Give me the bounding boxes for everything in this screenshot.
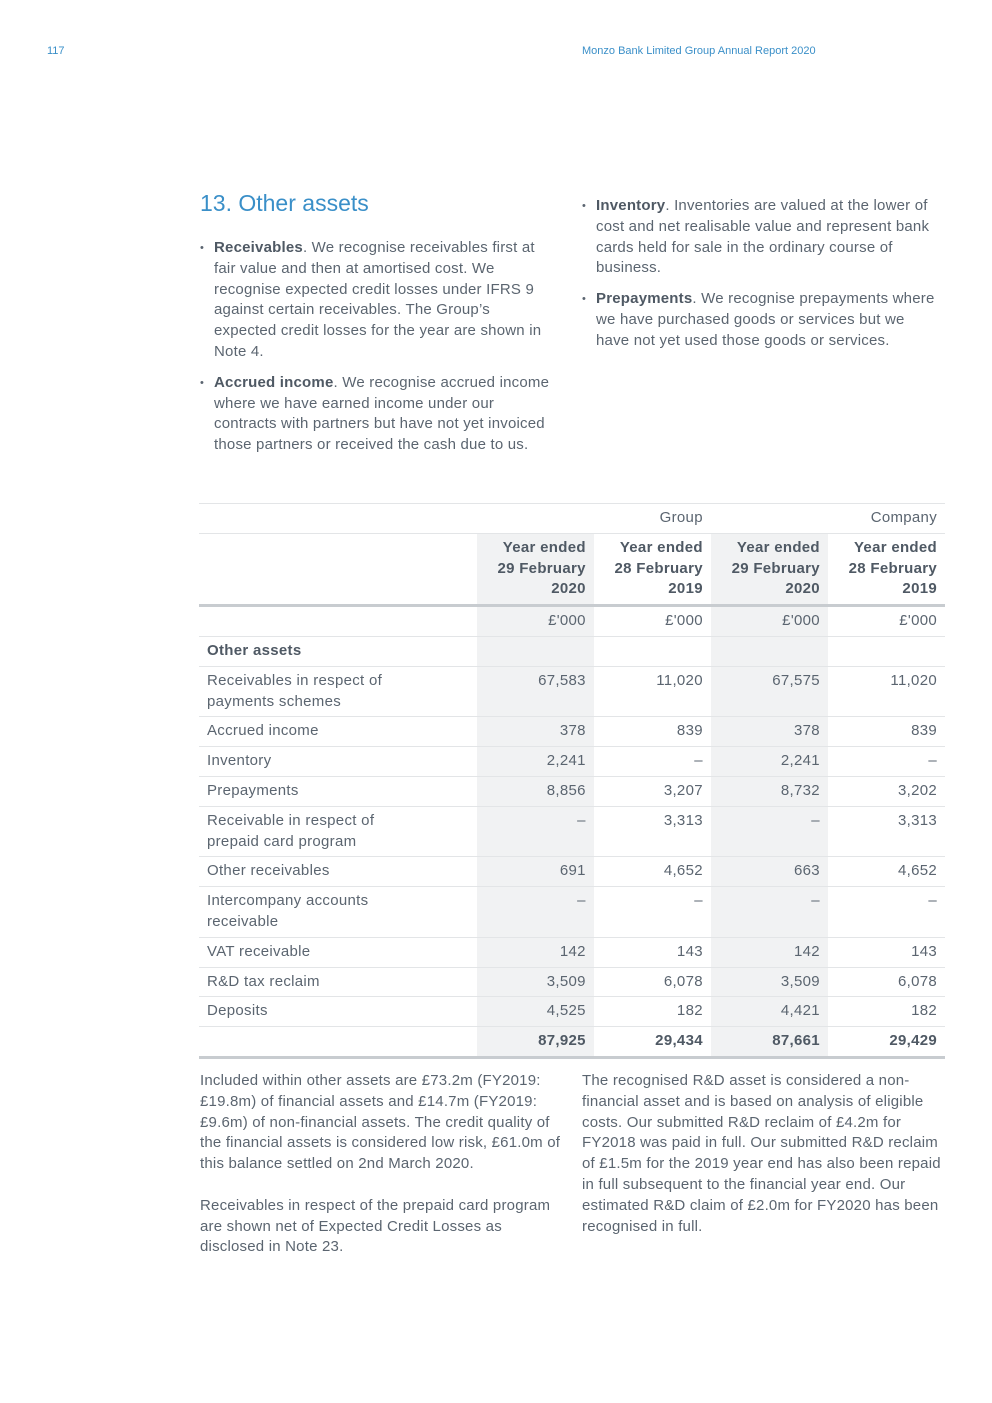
notes-left bbox=[200, 1071, 570, 1279]
empty-cell bbox=[477, 636, 594, 666]
note-paragraph: Included within other assets are £73.2m (FY2019: £19.8m) of financial assets and £14.7m (FY2019: £9.6m) of non-financial assets. The credit quality of the financial assets is considered low risk, £61.0m of this balance settled on 2nd March 2020. bbox=[200, 1072, 561, 1173]
value-cell: 143 bbox=[828, 937, 945, 967]
bullets-left bbox=[200, 238, 550, 466]
units-row bbox=[199, 606, 945, 637]
table-row bbox=[199, 806, 945, 857]
value-cell: 182 bbox=[828, 997, 945, 1027]
value-cell: 378 bbox=[477, 717, 594, 747]
total-cell: 29,429 bbox=[828, 1027, 945, 1058]
value-cell: 3,509 bbox=[477, 967, 594, 997]
column-header-line: 29 February bbox=[731, 559, 820, 577]
report-title: Monzo Bank Limited Group Annual Report 2020 bbox=[582, 45, 816, 57]
section-title: 13. Other assets bbox=[200, 190, 369, 216]
value-cell: 8,732 bbox=[711, 776, 828, 806]
value-cell: – bbox=[594, 747, 711, 777]
table-row bbox=[199, 997, 945, 1027]
table-row bbox=[199, 967, 945, 997]
column-header-line: 2019 bbox=[668, 580, 703, 598]
value-cell: 3,202 bbox=[828, 776, 945, 806]
value-cell: – bbox=[477, 887, 594, 938]
table-row bbox=[199, 887, 945, 938]
column-header bbox=[711, 533, 828, 605]
bullet-inventory bbox=[582, 196, 937, 279]
total-cell: 87,925 bbox=[477, 1027, 594, 1058]
value-cell: 3,313 bbox=[594, 806, 711, 857]
value-cell: 67,575 bbox=[711, 666, 828, 717]
note-paragraph: Receivables in respect of the prepaid card program are shown net of Expected Credit Losses as disclosed in Note 23. bbox=[200, 1196, 551, 1256]
row-label: Inventory bbox=[199, 747, 477, 777]
value-cell: 11,020 bbox=[828, 666, 945, 717]
bullet-receivables bbox=[200, 238, 550, 363]
value-cell: 4,421 bbox=[711, 997, 828, 1027]
value-cell: 839 bbox=[594, 717, 711, 747]
value-cell: – bbox=[477, 806, 594, 857]
row-label: Receivables in respect of payments schemes bbox=[199, 666, 477, 717]
row-label: Deposits bbox=[199, 997, 477, 1027]
note-paragraph: The recognised R&D asset is considered a non-financial asset and is based on analysis of eligible costs. Our submitted R&D reclaim of £4.2m for FY2018 was paid in full. Our submitted R&D reclaim of £1.5m for the 2019 year end has also been repaid in full subsequent to the financial year end. Our estimated R&D claim of £2.0m for FY2020 has been recognised in full. bbox=[582, 1072, 941, 1235]
value-cell: 2,241 bbox=[711, 747, 828, 777]
value-cell: 182 bbox=[594, 997, 711, 1027]
total-cell: 87,661 bbox=[711, 1027, 828, 1058]
value-cell: – bbox=[711, 806, 828, 857]
empty-cell bbox=[199, 606, 477, 637]
value-cell: 663 bbox=[711, 857, 828, 887]
value-cell: 143 bbox=[594, 937, 711, 967]
unit-cell: £'000 bbox=[477, 606, 594, 637]
value-cell: 4,525 bbox=[477, 997, 594, 1027]
column-header-line: Year ended bbox=[502, 538, 586, 556]
row-label: Other receivables bbox=[199, 857, 477, 887]
bullet-term: Receivables bbox=[214, 239, 303, 256]
table-row bbox=[199, 747, 945, 777]
notes-right bbox=[582, 1071, 952, 1258]
row-label: VAT receivable bbox=[199, 937, 477, 967]
value-cell: – bbox=[828, 887, 945, 938]
bullets-right bbox=[582, 196, 937, 362]
value-cell: 839 bbox=[828, 717, 945, 747]
column-header-line: 28 February bbox=[848, 559, 937, 577]
row-label: Receivable in respect of prepaid card program bbox=[199, 806, 477, 857]
bullet-text: . We recognise prepayments where we have purchased goods or services but we have not yet used those goods or services. bbox=[596, 290, 935, 349]
empty-cell bbox=[199, 533, 477, 605]
row-label: Prepayments bbox=[199, 776, 477, 806]
column-header-line: 2020 bbox=[785, 580, 820, 598]
totals-row bbox=[199, 1027, 945, 1058]
empty-cell bbox=[711, 636, 828, 666]
column-header-line: Year ended bbox=[619, 538, 703, 556]
value-cell: 3,509 bbox=[711, 967, 828, 997]
group-header-row bbox=[199, 504, 945, 534]
column-header-line: 2020 bbox=[551, 580, 586, 598]
total-cell: 29,434 bbox=[594, 1027, 711, 1058]
value-cell: 3,313 bbox=[828, 806, 945, 857]
empty-cell bbox=[199, 504, 477, 534]
company-label: Company bbox=[711, 504, 945, 534]
value-cell: 67,583 bbox=[477, 666, 594, 717]
value-cell: 4,652 bbox=[594, 857, 711, 887]
bullet-accrued-income bbox=[200, 373, 550, 456]
bullet-text: . We recognise accrued income where we have earned income under our contracts with partners but have not yet invoiced those partners or received the cash due to us. bbox=[214, 373, 550, 454]
page-number: 117 bbox=[47, 45, 65, 57]
column-header-row bbox=[199, 533, 945, 605]
value-cell: – bbox=[711, 887, 828, 938]
column-header-line: Year ended bbox=[736, 538, 820, 556]
group-label: Group bbox=[477, 504, 711, 534]
value-cell: 8,856 bbox=[477, 776, 594, 806]
value-cell: 142 bbox=[477, 937, 594, 967]
value-cell: – bbox=[594, 887, 711, 938]
column-header bbox=[477, 533, 594, 605]
column-header bbox=[828, 533, 945, 605]
column-header-line: Year ended bbox=[853, 538, 937, 556]
table-row bbox=[199, 666, 945, 717]
row-label: Intercompany accounts receivable bbox=[199, 887, 477, 938]
column-header-line: 29 February bbox=[497, 559, 586, 577]
section-label: Other assets bbox=[199, 636, 477, 666]
column-header-line: 2019 bbox=[902, 580, 937, 598]
bullet-term: Inventory bbox=[596, 197, 666, 214]
bullet-text: . Inventories are valued at the lower of cost and net realisable value and represent bank cards held for sale in the ordinary course of business. bbox=[596, 197, 930, 277]
value-cell: 142 bbox=[711, 937, 828, 967]
column-header bbox=[594, 533, 711, 605]
bullet-term: Accrued income bbox=[214, 373, 334, 391]
section-row bbox=[199, 636, 945, 666]
empty-cell bbox=[594, 636, 711, 666]
unit-cell: £'000 bbox=[594, 606, 711, 637]
value-cell: 3,207 bbox=[594, 776, 711, 806]
table-row bbox=[199, 717, 945, 747]
bullet-text: . We recognise receivables first at fair value and then at amortised cost. We recognise expected credit losses under IFRS 9 against certain receivables. The Group’s expected credit losses for the year are shown in Note 4. bbox=[214, 239, 542, 360]
value-cell: 6,078 bbox=[594, 967, 711, 997]
value-cell: 691 bbox=[477, 857, 594, 887]
bullet-term: Prepayments bbox=[596, 290, 693, 308]
column-header-line: 28 February bbox=[614, 559, 703, 577]
table-row bbox=[199, 937, 945, 967]
table-row bbox=[199, 857, 945, 887]
value-cell: 11,020 bbox=[594, 666, 711, 717]
value-cell: 6,078 bbox=[828, 967, 945, 997]
value-cell: 4,652 bbox=[828, 857, 945, 887]
other-assets-table bbox=[199, 503, 945, 1059]
bullet-prepayments bbox=[582, 289, 937, 351]
value-cell: – bbox=[828, 747, 945, 777]
row-label: Accrued income bbox=[199, 717, 477, 747]
empty-cell bbox=[828, 636, 945, 666]
empty-cell bbox=[199, 1027, 477, 1058]
row-label: R&D tax reclaim bbox=[199, 967, 477, 997]
table-row bbox=[199, 776, 945, 806]
value-cell: 378 bbox=[711, 717, 828, 747]
unit-cell: £'000 bbox=[711, 606, 828, 637]
unit-cell: £'000 bbox=[828, 606, 945, 637]
value-cell: 2,241 bbox=[477, 747, 594, 777]
